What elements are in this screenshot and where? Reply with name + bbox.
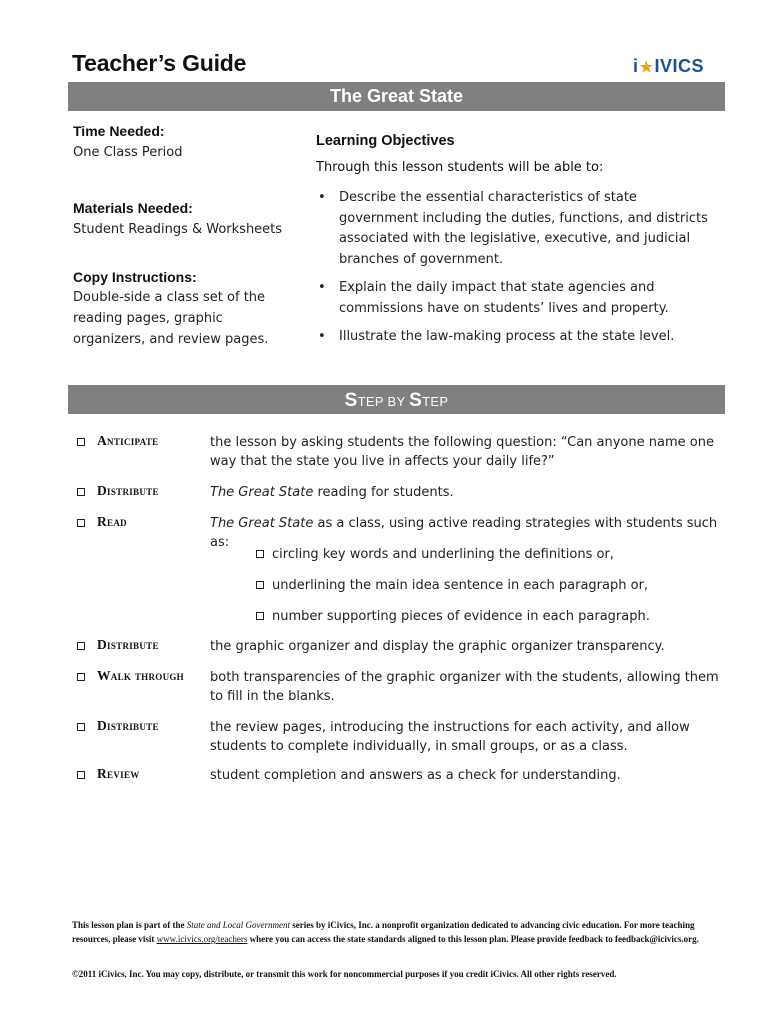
- checkbox-icon[interactable]: [77, 438, 85, 446]
- checkbox-icon[interactable]: [77, 723, 85, 731]
- checkbox-icon[interactable]: [77, 519, 85, 527]
- copy-instructions-line-2: reading pages, graphic: [73, 311, 223, 326]
- read-subitem: [256, 607, 650, 626]
- step-description: the review pages, introducing the instructions for each activity, and allow students to complete individually, in small groups, or as a class.: [210, 720, 690, 754]
- page-title: Teacher’s Guide: [72, 50, 247, 76]
- objectives-list: [316, 188, 716, 356]
- footer-copyright: ©2011 iCivics, Inc. You may copy, distribute, or transmit this work for noncommercial purposes if you credit iCivics. All other rights reserved.: [72, 969, 617, 979]
- checkbox-icon[interactable]: [256, 581, 264, 589]
- step-description: [210, 483, 725, 502]
- time-needed-label: Time Needed:: [73, 123, 165, 139]
- lesson-title-bar: The Great State: [68, 82, 725, 111]
- copy-instructions-label: Copy Instructions:: [73, 269, 197, 285]
- objective-item: [316, 278, 716, 319]
- objective-text: Describe the essential characteristics of state government including the duties, functions, and districts associated with the legislative, executive, and judicial branches of government.: [339, 190, 708, 267]
- read-subitem-text: circling key words and underlining the definitions or,: [272, 547, 614, 562]
- checkbox-icon[interactable]: [77, 488, 85, 496]
- logo-text-left: i: [633, 56, 639, 76]
- step-text: reading for students.: [313, 485, 454, 500]
- checkbox-icon[interactable]: [256, 612, 264, 620]
- icivics-logo: [633, 56, 704, 77]
- bullet-icon: •: [318, 329, 326, 344]
- step-text: as a class, using active reading strategies with students such as:: [210, 516, 718, 550]
- learning-objectives-intro: Through this lesson students will be able to:: [316, 160, 604, 175]
- step-bar-cap-2: S: [409, 390, 423, 411]
- checkbox-icon[interactable]: [77, 771, 85, 779]
- step-bar-cap-1: S: [344, 390, 358, 411]
- copy-instructions-line-1: Double-side a class set of the: [73, 290, 266, 305]
- step-by-step-bar: [68, 385, 725, 414]
- checkbox-icon[interactable]: [77, 642, 85, 650]
- read-subitem: [256, 576, 648, 595]
- read-subitem: [256, 545, 614, 564]
- footer-info: [72, 918, 712, 946]
- read-subitem-text: underlining the main idea sentence in each paragraph or,: [272, 578, 649, 593]
- materials-label: Materials Needed:: [73, 200, 193, 216]
- bullet-icon: •: [318, 190, 326, 205]
- series-title: State and Local Government: [186, 920, 291, 930]
- objective-item: [316, 188, 716, 270]
- objective-text: Explain the daily impact that state agencies and commissions have on students’ lives and property.: [339, 280, 669, 316]
- step-verb: Read: [97, 514, 127, 529]
- step-bar-text-2: TEP: [422, 394, 449, 409]
- bullet-icon: •: [318, 280, 326, 295]
- checkbox-icon[interactable]: [77, 673, 85, 681]
- copy-instructions-line-3: organizers, and review pages.: [73, 332, 269, 347]
- step-verb: Distribute: [97, 718, 159, 733]
- step-verb: Distribute: [97, 483, 159, 498]
- step-description: the graphic organizer and display the graphic organizer transparency.: [210, 639, 665, 654]
- reading-title: The Great State: [210, 516, 314, 531]
- time-needed-value: One Class Period: [73, 145, 183, 160]
- step-verb: Anticipate: [97, 433, 159, 448]
- star-icon: ★: [639, 59, 654, 76]
- logo-text-right: IVICS: [654, 56, 704, 76]
- step-verb: Review: [97, 766, 140, 781]
- objective-text: Illustrate the law-making process at the state level.: [339, 329, 675, 344]
- step-verb: Distribute: [97, 637, 159, 652]
- step-description: both transparencies of the graphic organizer with the students, allowing them to fill in the blanks.: [210, 670, 719, 704]
- objective-item: [316, 327, 716, 348]
- footer-text: series by iCivics, Inc. a nonprofit organization dedicated to advancing civic education. For more teaching resources, please visit: [72, 920, 695, 944]
- step-bar-text-1: TEP BY: [357, 394, 410, 409]
- learning-objectives-heading: Learning Objectives: [316, 133, 455, 149]
- footer-text: This lesson plan is part of the: [72, 920, 187, 930]
- step-description: the lesson by asking students the following question: “Can anyone name one way that the state you live in affects your daily life?”: [210, 435, 714, 469]
- checkbox-icon[interactable]: [256, 550, 264, 558]
- reading-title: The Great State: [210, 485, 314, 500]
- teachers-link[interactable]: www.icivics.org/teachers: [156, 934, 248, 944]
- step-verb: Walk through: [97, 668, 184, 683]
- footer-text: where you can access the state standards aligned to this lesson plan. Please provide feedback to feedback@icivics.org.: [247, 934, 699, 944]
- read-subitem-text: number supporting pieces of evidence in each paragraph.: [272, 609, 650, 624]
- materials-value: Student Readings & Worksheets: [73, 222, 283, 237]
- step-description: student completion and answers as a check for understanding.: [210, 768, 621, 783]
